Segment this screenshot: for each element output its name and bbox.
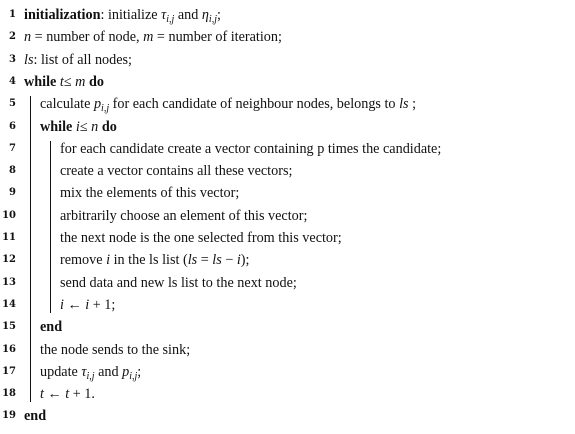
line-number: 4: [9, 75, 16, 87]
line-number: 8: [9, 165, 16, 177]
line-number: 9: [9, 187, 16, 199]
algorithm-line: [0, 182, 575, 204]
line-text: initialization: initialize $\tau_{i,j}$ and $\eta_{i,j}$;: [24, 7, 221, 25]
algorithm-line: [0, 205, 575, 227]
line-text: i ← i + 1;: [60, 296, 116, 313]
line-text: mix the elements of this vector;: [60, 185, 240, 202]
line-number: 17: [2, 365, 16, 377]
line-text: send data and new ls list to the next node;: [60, 274, 297, 291]
line-text: end: [24, 408, 47, 425]
algorithm-line: [0, 339, 575, 361]
line-number: 16: [2, 343, 16, 355]
line-text: create a vector contains all these vectors;: [60, 163, 293, 180]
line-text: for each candidate create a vector containing p times the candidate;: [60, 140, 442, 157]
algorithm-line: [0, 49, 575, 71]
line-text: arbitrarily choose an element of this vector;: [60, 207, 308, 224]
algorithm-line: [0, 405, 575, 427]
line-text: while t≤ m do: [24, 73, 104, 90]
line-number: 13: [2, 276, 16, 288]
line-number: 11: [2, 232, 16, 243]
algorithm-line: [0, 93, 575, 115]
line-number: 7: [9, 142, 16, 154]
line-text: the next node is the one selected from this vector;: [60, 230, 342, 246]
line-text: the node sends to the sink;: [40, 341, 191, 358]
line-number: 15: [2, 321, 16, 333]
line-number: 10: [2, 209, 16, 221]
algorithm-line: [0, 116, 575, 138]
line-text: remove i in the ls list (ls = ls − i);: [60, 252, 250, 269]
line-number: 12: [2, 254, 16, 266]
algorithm-line: [0, 160, 575, 182]
line-text: n = number of node, m = number of iteration;: [24, 29, 282, 46]
algorithm-line: [0, 4, 575, 26]
line-number: 19: [2, 410, 16, 422]
algorithm-line: [0, 272, 575, 294]
algorithm-line: [0, 227, 575, 249]
algorithm-line: [0, 383, 575, 405]
algorithm-line: [0, 294, 575, 316]
algorithm-line: [0, 26, 575, 48]
block-rule: [30, 96, 31, 402]
line-text: while i≤ n do: [40, 118, 117, 135]
line-text: update $\tau_{i,j}$ and $p_{i,j}$;: [40, 363, 142, 382]
line-text: t ← t + 1.: [40, 386, 95, 403]
algorithm-line: [0, 249, 575, 271]
algorithm-line: [0, 138, 575, 160]
line-text: calculate $p_{i,j}$ for each candidate of neighbour nodes, belongs to ls ;: [40, 96, 417, 115]
line-number: 18: [2, 388, 16, 400]
algorithm-line: [0, 316, 575, 338]
line-number: 2: [9, 31, 16, 43]
line-number: 1: [9, 9, 16, 20]
line-text: ls: list of all nodes;: [24, 51, 132, 68]
line-number: 3: [9, 53, 16, 65]
algorithm-line: [0, 71, 575, 93]
line-number: 6: [9, 120, 16, 132]
algorithm-line: [0, 361, 575, 383]
line-number: 5: [9, 98, 16, 110]
line-number: 14: [2, 298, 16, 310]
block-rule: [50, 141, 51, 313]
line-text: end: [40, 319, 63, 336]
